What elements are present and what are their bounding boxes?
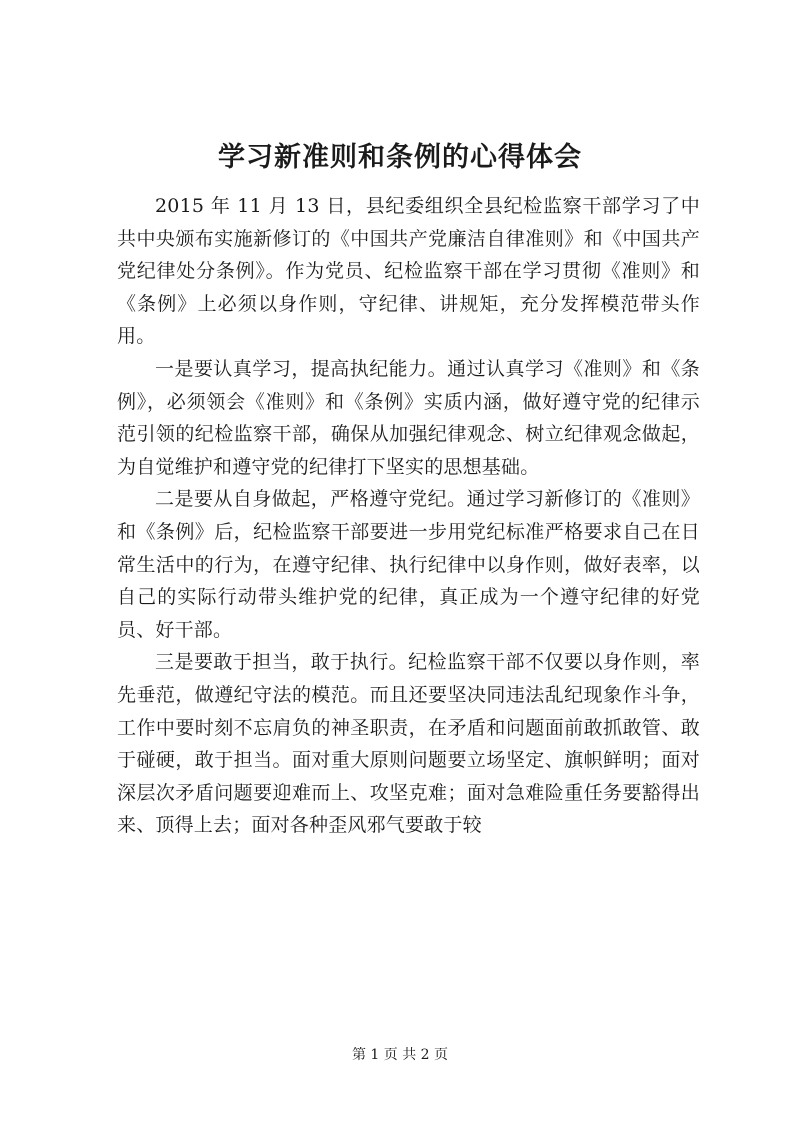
paragraph-intro: 2015 年 11 月 13 日，县纪委组织全县纪检监察干部学习了中共中央颁布实施新修订的《中国共产党廉洁自律准则》和《中国共产党纪律处分条例》。作为党员、纪检监察干部在学习贯彻《准则》和《条例》上必须以身作则，守纪律、讲规矩，充分发挥模范带头作用。	[117, 195, 700, 348]
document-body	[117, 190, 700, 842]
document-title: 学习新准则和条例的心得体会	[218, 142, 582, 173]
paragraph-point-three: 三是要敢于担当，敢于执行。纪检监察干部不仅要以身作则，率先垂范，做遵纪守法的模范。而且还要坚决同违法乱纪现象作斗争，工作中要时刻不忘肩负的神圣职责，在矛盾和问题面前敢抓敢管、敢于碰硬，敢于担当。面对重大原则问题要立场坚定、旗帜鲜明；面对深层次矛盾问题要迎难而上、攻坚克难；面对急难险重任务要豁得出来、顶得上去；面对各种歪风邪气要敢于较	[117, 651, 700, 837]
paragraph-point-two: 二是要从自身做起，严格遵守党纪。通过学习新修订的《准则》和《条例》后，纪检监察干部要进一步用党纪标准严格要求自己在日常生活中的行为，在遵守纪律、执行纪律中以身作则，做好表率，以自己的实际行动带头维护党的纪律，真正成为一个遵守纪律的好党员、好干部。	[117, 488, 700, 641]
paragraph-point-one: 一是要认真学习，提高执纪能力。通过认真学习《准则》和《条例》，必须领会《准则》和《条例》实质内涵，做好遵守党的纪律示范引领的纪检监察干部，确保从加强纪律观念、树立纪律观念做起，为自觉维护和遵守党的纪律打下坚实的思想基础。	[117, 357, 700, 478]
page-number-footer: 第 1 页 共 2 页	[351, 1047, 449, 1063]
